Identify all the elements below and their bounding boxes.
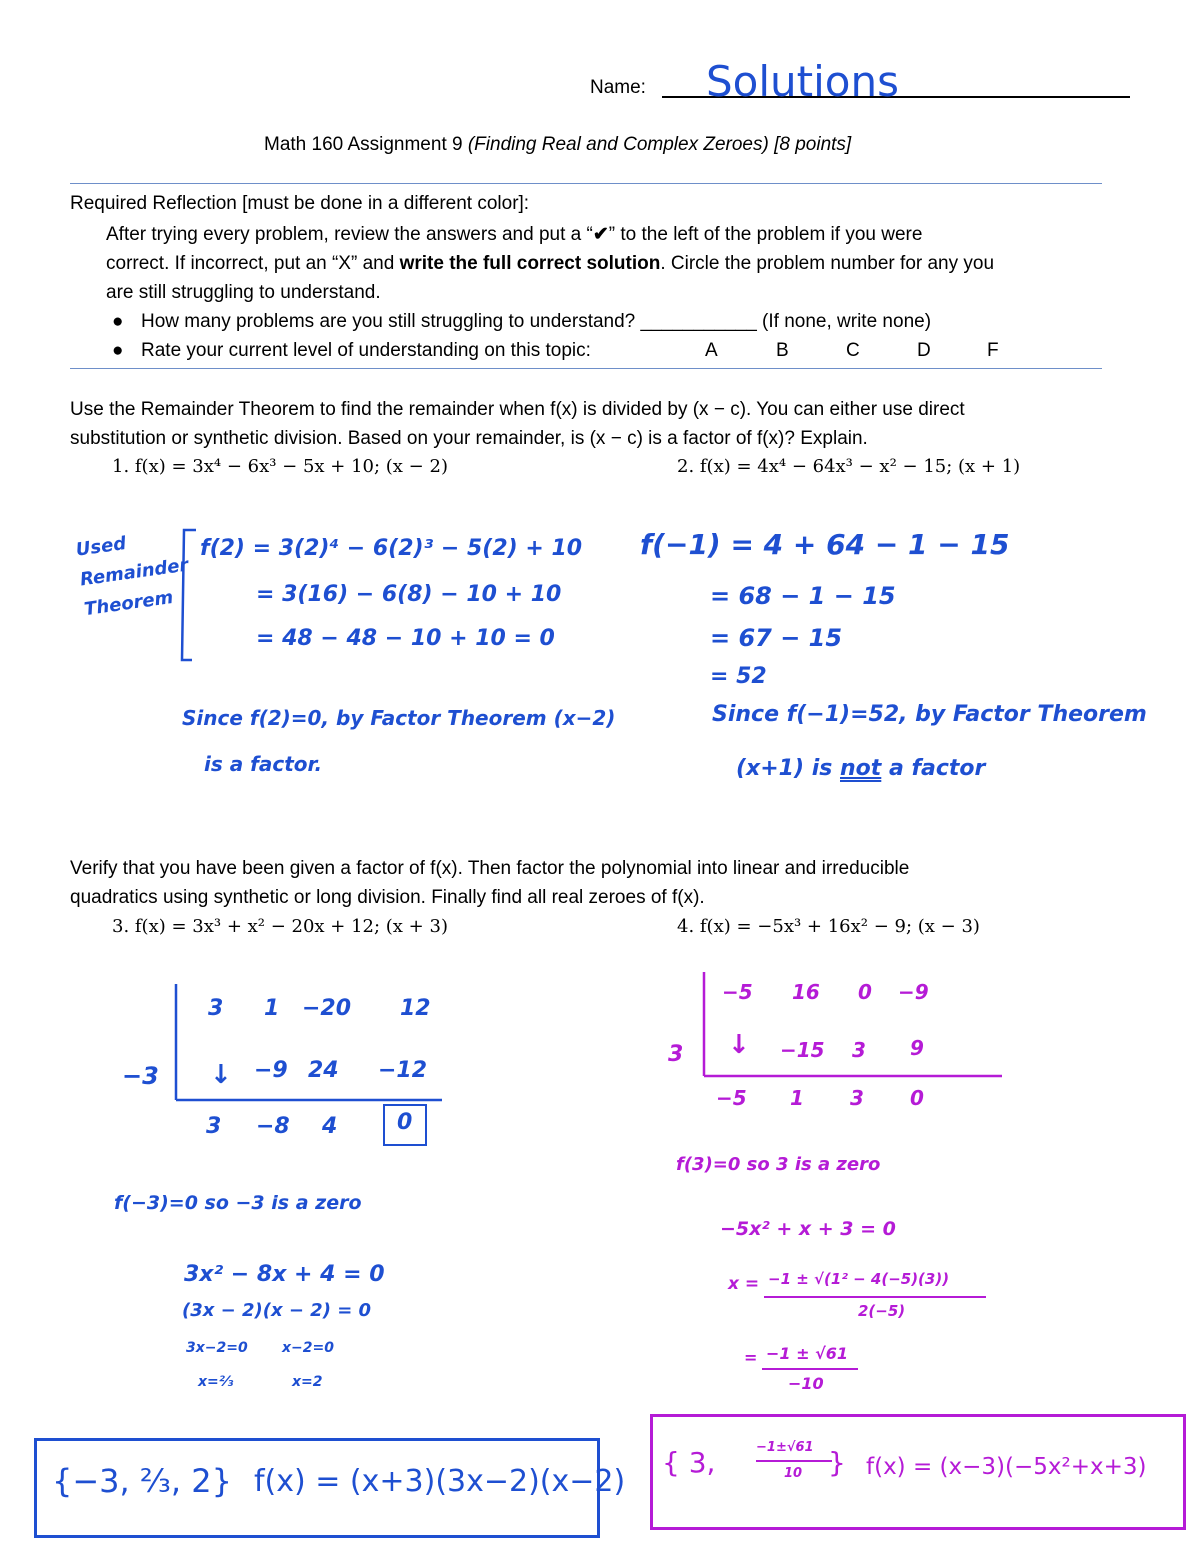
name-value-handwritten: Solutions: [706, 57, 899, 106]
sol2-conclusion: [736, 756, 985, 781]
name-label: Name:: [590, 77, 646, 98]
sol2-line: f(−1) = 4 + 64 − 1 − 15: [640, 528, 1010, 561]
bullet1-hint: (If none, write none): [762, 311, 932, 332]
sol4-cell: 3: [850, 1086, 864, 1110]
problem-4: 4. f(x) = −5x³ + 16x² − 9; (x − 3): [677, 916, 980, 937]
problem-2: 2. f(x) = 4x⁴ − 64x³ − x² − 15; (x + 1): [677, 456, 1021, 477]
sol4-formula-lhs: x =: [728, 1274, 760, 1294]
title-plain: Math 160 Assignment 9: [264, 134, 468, 155]
reflection-line-2b: . Circle the problem number for any you: [660, 253, 995, 274]
grade-option: D: [917, 340, 931, 361]
sol3-cell: 4: [322, 1114, 338, 1139]
sol4-cell: −5: [716, 1086, 747, 1110]
grade-option: A: [705, 340, 718, 361]
sol3-divisor: −3: [122, 1062, 159, 1090]
sol4-cell: −9: [898, 980, 929, 1004]
sol3-left-eq: 3x−2=0: [186, 1340, 248, 1356]
sol4-cell: −15: [780, 1038, 825, 1062]
reflection-line-2: [106, 250, 994, 278]
section1-instructions-1: Use the Remainder Theorem to find the remainder when f(x) is divided by (x − c). You can either use direct: [70, 399, 965, 420]
sol1-line: f(2) = 3(2)⁴ − 6(2)³ − 5(2) + 10: [200, 536, 583, 561]
sol4-cell: 1: [790, 1086, 804, 1110]
sol3-cell: −9: [254, 1058, 288, 1083]
side-note-line: Theorem: [82, 586, 175, 621]
assignment-title: [264, 131, 851, 159]
sol4-quadratic: −5x² + x + 3 = 0: [720, 1218, 896, 1240]
sol2-conclusion-part: a factor: [881, 756, 986, 781]
sol3-cell: 12: [400, 996, 431, 1021]
sol3-step: (3x − 2)(x − 2) = 0: [182, 1300, 372, 1321]
sol3-right-eq: x−2=0: [282, 1340, 334, 1356]
sol4-answer-set-numerator: −1±√61: [756, 1440, 814, 1455]
sol3-cell: −12: [378, 1058, 428, 1083]
sol2-line: = 52: [710, 664, 767, 689]
sol4-cell: ↓: [728, 1030, 750, 1060]
sol3-cell: ↓: [210, 1060, 232, 1090]
sol4-divisor: 3: [668, 1042, 684, 1067]
sol4-cell: 0: [858, 980, 872, 1004]
sol3-left-eq: x=⅔: [198, 1374, 234, 1390]
sol4-formula-denominator: 2(−5): [858, 1302, 906, 1320]
sol2-conclusion-part: (x+1) is: [736, 756, 840, 781]
grade-option: F: [987, 340, 999, 361]
bullet-icon: ●: [112, 311, 124, 332]
sol3-cell: 3: [206, 1114, 222, 1139]
reflection-line-1b: ” to the left of the problem if you were: [608, 224, 923, 245]
bullet2-text: Rate your current level of understanding on this topic:: [141, 340, 591, 361]
reflection-line-1a: After trying every problem, review the answers and put a “: [106, 224, 593, 245]
sol2-conclusion: Since f(−1)=52, by Factor Theorem: [712, 702, 1147, 727]
reflection-line-2-bold: write the full correct solution: [399, 253, 661, 274]
sol3-cell: 0: [397, 1110, 413, 1135]
sol2-not-underlined: not: [840, 756, 882, 781]
sol3-cell: −20: [302, 996, 352, 1021]
sol4-cell: 0: [910, 1086, 924, 1110]
sol3-zero-note: f(−3)=0 so −3 is a zero: [114, 1192, 362, 1214]
sol4-cell: −5: [722, 980, 753, 1004]
sol2-line: = 68 − 1 − 15: [710, 582, 896, 610]
reflection-line-3: are still struggling to understand.: [106, 282, 381, 303]
sol4-answer-fraction-bar: [756, 1460, 832, 1462]
problem-3: 3. f(x) = 3x³ + x² − 20x + 12; (x + 3): [112, 916, 448, 937]
sol2-line: = 67 − 15: [710, 624, 843, 652]
title-italic: (Finding Real and Complex Zeroes) [8 points]: [467, 134, 852, 155]
sol4-cell: 16: [792, 980, 820, 1004]
sol1-side-note: [74, 521, 194, 625]
sol4-formula-numerator: −1 ± √(1² − 4(−5)(3)): [768, 1270, 950, 1288]
grade-option: C: [846, 340, 860, 361]
sol4-answer-factor: f(x) = (x−3)(−5x²+x+3): [866, 1454, 1147, 1480]
sol1-line: = 3(16) − 6(8) − 10 + 10: [256, 582, 562, 607]
sol4-cell: 3: [852, 1038, 866, 1062]
sol1-conclusion: Since f(2)=0, by Factor Theorem (x−2): [182, 706, 616, 730]
sol4-simplified-numerator: −1 ± √61: [766, 1344, 849, 1363]
sol4-simplified-lhs: =: [744, 1348, 758, 1367]
sol1-line: = 48 − 48 − 10 + 10 = 0: [256, 626, 555, 651]
grade-option: B: [776, 340, 789, 361]
sol4-zero-note: f(3)=0 so 3 is a zero: [676, 1154, 881, 1175]
sol4-simplified-denominator: −10: [788, 1374, 824, 1393]
sol4-answer-set-close: }: [828, 1446, 846, 1479]
sol1-conclusion: is a factor.: [204, 752, 323, 776]
top-rule: [70, 183, 1102, 184]
bullet1-question: How many problems are you still struggling to understand? ___________: [141, 311, 757, 332]
sol4-cell: 9: [910, 1036, 924, 1060]
problem-1: 1. f(x) = 3x⁴ − 6x³ − 5x + 10; (x − 2): [112, 456, 448, 477]
reflection-heading: Required Reflection [must be done in a different color]:: [70, 193, 530, 214]
sol4-answer-set-open: { 3,: [662, 1446, 716, 1479]
check-icon: ✔: [592, 224, 609, 245]
section2-instructions-2: quadratics using synthetic or long division. Finally find all real zeroes of f(x).: [70, 887, 705, 908]
bullet1-text: [141, 308, 931, 336]
sol4-formula-fraction-bar: [764, 1296, 986, 1298]
side-note-line: Used: [74, 532, 128, 561]
bullet-icon: ●: [112, 340, 124, 361]
sol3-step: 3x² − 8x + 4 = 0: [184, 1262, 385, 1287]
bottom-rule: [70, 368, 1102, 369]
reflection-line-1: [106, 221, 922, 249]
sol3-cell: 1: [264, 996, 280, 1021]
sol4-simplified-fraction-bar: [762, 1368, 858, 1370]
sol3-cell: −8: [256, 1114, 290, 1139]
sol3-answer-set: {−3, ⅔, 2}: [52, 1462, 232, 1500]
section1-instructions-2: substitution or synthetic division. Based on your remainder, is (x − c) is a factor of f(x)? Explain.: [70, 428, 868, 449]
sol3-cell: 24: [308, 1058, 339, 1083]
reflection-line-2a: correct. If incorrect, put an “X” and: [106, 253, 400, 274]
section2-instructions-1: Verify that you have been given a factor of f(x). Then factor the polynomial into linear and irreducible: [70, 858, 910, 879]
sol3-cell: 3: [208, 996, 224, 1021]
sol4-answer-set-denominator: 10: [784, 1466, 803, 1481]
side-note-line: Remainder: [78, 554, 190, 591]
sol3-answer-factor: f(x) = (x+3)(3x−2)(x−2): [254, 1464, 626, 1499]
sol3-right-eq: x=2: [292, 1374, 323, 1390]
